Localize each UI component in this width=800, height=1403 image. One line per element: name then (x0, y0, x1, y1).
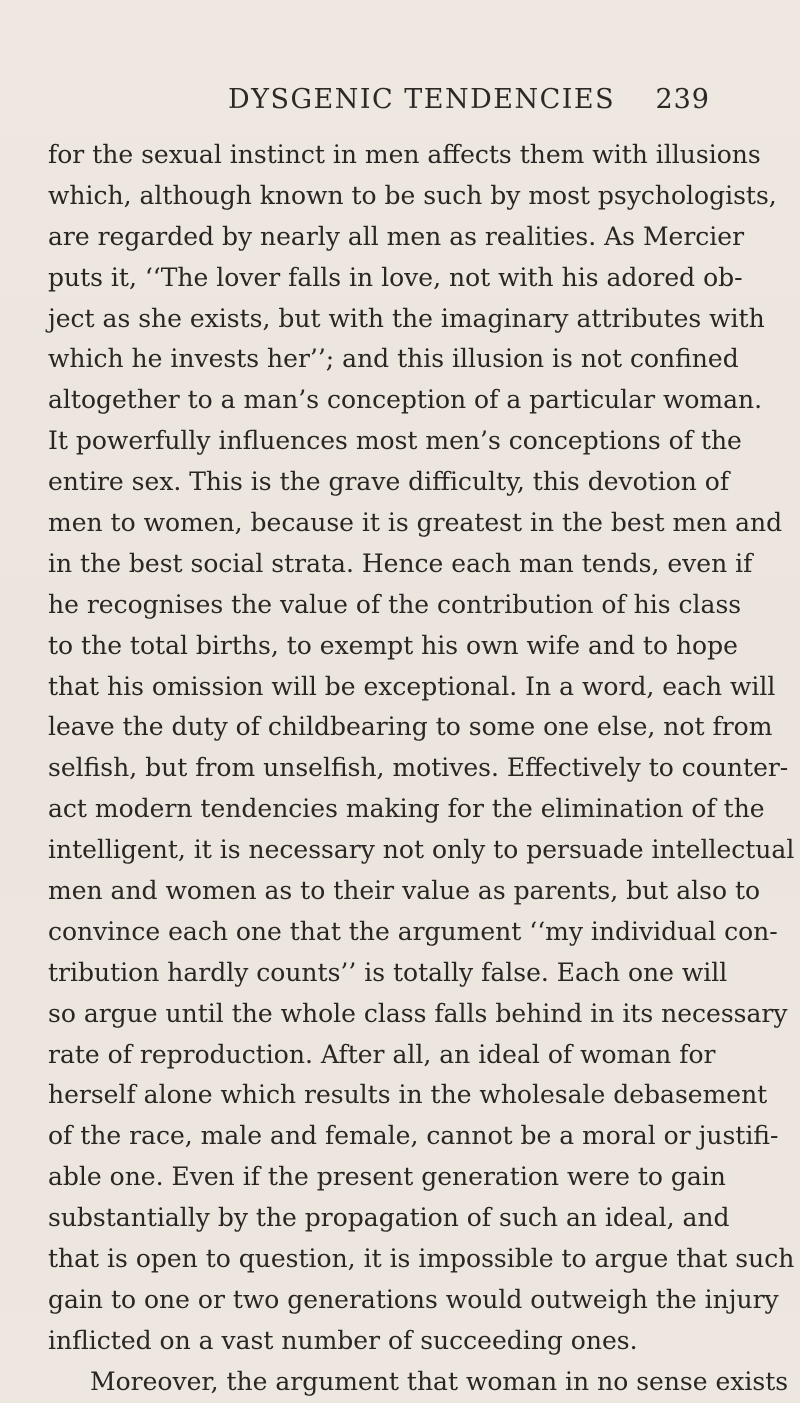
text-line: which he invests her’’; and this illusion is not confined (48, 344, 739, 374)
text-line: leave the duty of childbearing to some one else, not from (48, 712, 773, 742)
text-line: ject as she exists, but with the imaginary attributes with (48, 303, 765, 333)
text-line: he recognises the value of the contribution of his class (48, 589, 742, 619)
text-line: intelligent, it is necessary not only to persuade intellectual (48, 835, 795, 865)
page-header (48, 84, 710, 128)
text-line: that his omission will be exceptional. In a word, each will (48, 671, 776, 701)
text-line: rate of reproduction. After all, an ideal of woman for (48, 1039, 716, 1069)
text-line: gain to one or two generations would outweigh the injury (48, 1284, 779, 1314)
text-line: are regarded by nearly all men as realities. As Mercier (48, 221, 745, 251)
text-line: altogether to a man’s conception of a particular woman. (48, 385, 763, 415)
text-line: men to women, because it is greatest in the best men and (48, 508, 783, 538)
text-line: entire sex. This is the grave difficulty, this devotion of (48, 467, 730, 497)
text-line: that is open to question, it is impossible to argue that such (48, 1244, 795, 1274)
text-line: for the sexual instinct in men affects them with illusions (48, 140, 761, 169)
text-line: substantially by the propagation of such an ideal, and (48, 1203, 730, 1233)
text-line: convince each one that the argument ‘‘my individual con- (48, 916, 778, 946)
text-line: tribution hardly counts’’ is totally false. Each one will (48, 957, 728, 987)
body-text (48, 135, 795, 1403)
text-line: men and women as to their value as parents, but also to (48, 876, 761, 906)
page-number: 239 (655, 84, 710, 115)
text-line: which, although known to be such by most psychologists, (48, 180, 777, 210)
text-line: herself alone which results in the wholesale debasement (48, 1080, 768, 1110)
paragraph-start-line: Moreover, the argument that woman in no sense exists (90, 1366, 789, 1396)
text-line: to the total births, to exempt his own wife and to hope (48, 630, 738, 660)
paragraph-end-line: inflicted on a vast number of succeeding ones. (48, 1325, 638, 1355)
text-line: so argue until the whole class falls behind in its necessary (48, 998, 788, 1028)
text-line: selfish, but from unselfish, motives. Effectively to counter- (48, 753, 789, 783)
running-head: DYSGENIC TENDENCIES (228, 84, 616, 115)
text-line: act modern tendencies making for the elimination of the (48, 794, 765, 824)
text-line: in the best social strata. Hence each man tends, even if (48, 548, 753, 578)
text-line: of the race, male and female, cannot be a moral or justifi- (48, 1121, 779, 1151)
text-line: able one. Even if the present generation were to gain (48, 1162, 726, 1192)
text-line: It powerfully influences most men’s conceptions of the (48, 426, 742, 456)
text-line: puts it, ‘‘The lover falls in love, not with his adored ob- (48, 262, 743, 292)
